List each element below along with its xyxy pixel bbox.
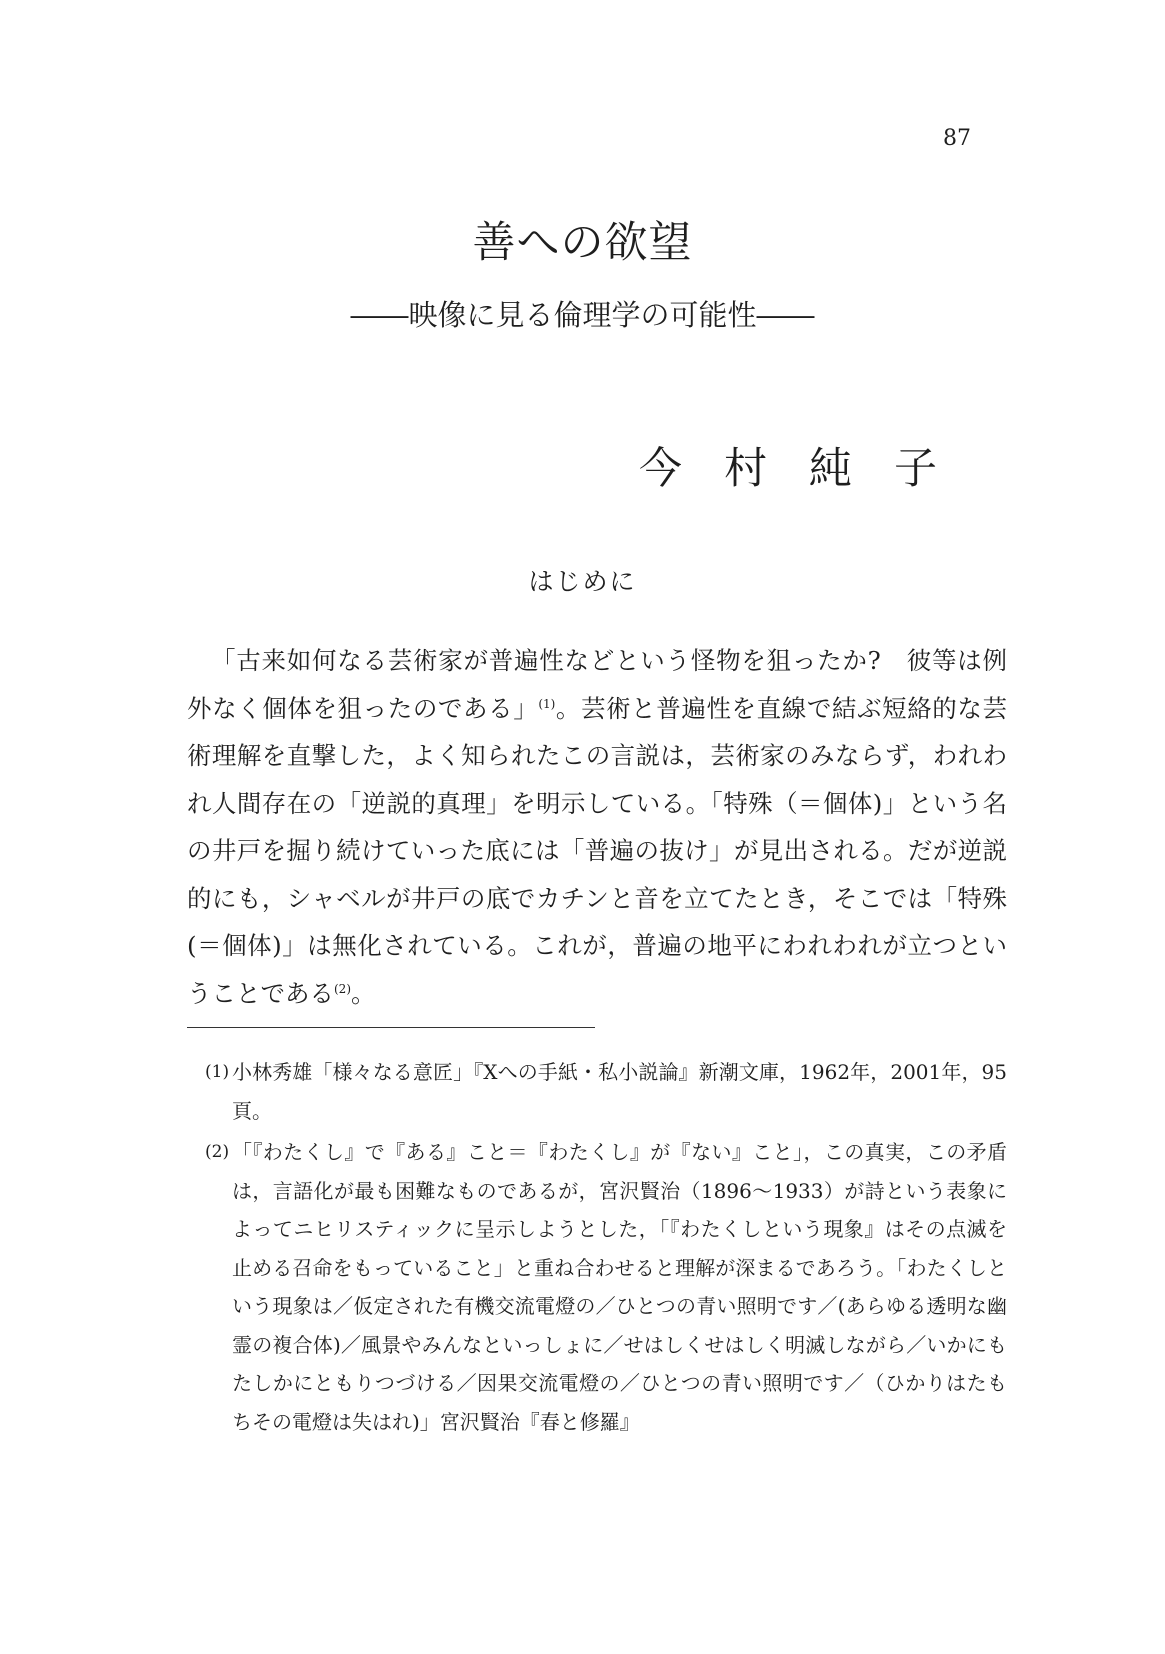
- footnote-1-mark: (1): [205, 1062, 230, 1082]
- author-name: 今村純子: [639, 444, 979, 494]
- footnote-2-text: 「『わたくし』で『ある』こと＝『わたくし』が『ない』こと」，この真実，この矛盾は，言語化が最も困難なものであるが，宮沢賢治（1896〜1933）が詩という表象によってニヒリスティックに呈示しようとした，「『わたくしという現象』はその点滅を止める召命をもっていること」と重ね合わせると理解が深まるであろう。「わたくしという現象は／仮定された有機交流電燈の／ひとつの青い照明です／(あらゆる透明な幽霊の複合体)／風景やみんなといっしょに／せはしくせはしく明滅しながら／いかにもたしかにともりつづける／因果交流電燈の／ひとつの青い照明です／（ひかりはたもちその電燈は失はれ)」宮沢賢治『春と修羅』: [232, 1140, 1007, 1434]
- footnote-1-text: 小林秀雄「様々なる意匠」『Xへの手紙・私小説論』新潮文庫，1962年，2001年，95頁。: [232, 1060, 1007, 1123]
- footnote-ref-1: (1): [538, 696, 556, 711]
- paragraph-text-part2: 。芸術と普遍性を直線で結ぶ短絡的な芸術理解を直撃した，よく知られたこの言説は，芸術家のみならず，われわれ人間存在の「逆説的真理」を明示している。「特殊（＝個体)」という名の井戸を掘り続けていった底には「普遍の抜け」が見出される。だが逆説的にも，シャベルが井戸の底でカチンと音を立てたとき，そこでは「特殊(＝個体)」は無化されている。これが，普遍の地平にわれわれが立つということである: [187, 693, 1007, 1008]
- page-number: 87: [943, 126, 971, 151]
- paragraph-text-part1: 「古来如何なる芸術家が普遍性などという怪物を狙ったか? 彼等は例外なく個体を狙ったのである」: [187, 646, 1007, 723]
- article-subtitle: ――映像に見る倫理学の可能性――: [350, 298, 815, 332]
- footnote-2-mark: (2): [205, 1142, 230, 1162]
- footnote-2: [187, 1133, 1007, 1441]
- article-title: 善への欲望: [472, 218, 693, 268]
- section-heading: はじめに: [528, 567, 637, 596]
- body-paragraph: [187, 637, 1007, 1017]
- footnote-divider: [187, 1027, 595, 1028]
- footnote-1: [187, 1053, 1007, 1130]
- paragraph-text-part3: 。: [351, 978, 376, 1008]
- footnote-list: [187, 1053, 1007, 1444]
- footnote-ref-2: (2): [334, 981, 351, 996]
